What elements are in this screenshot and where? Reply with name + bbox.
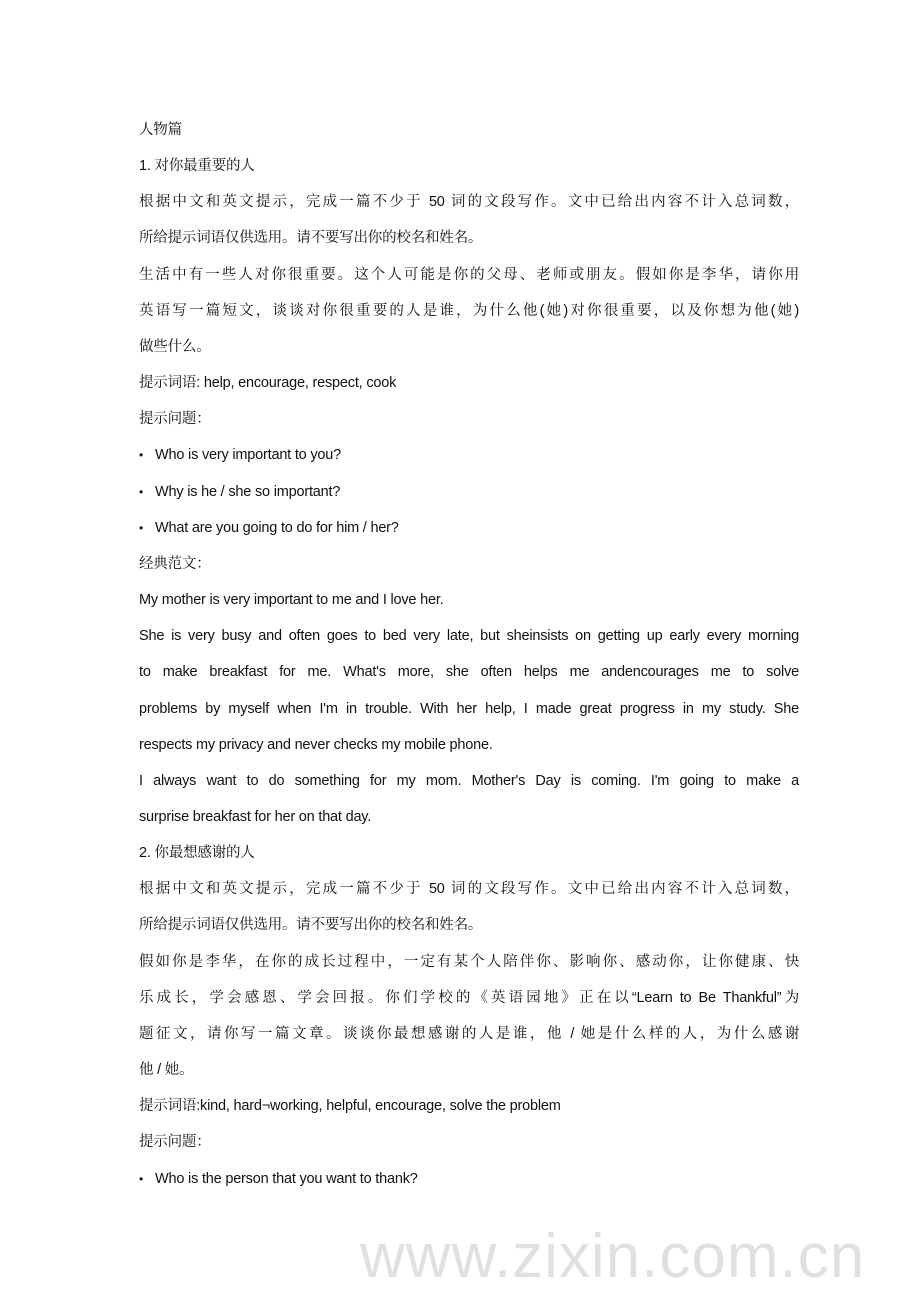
sample-line: My mother is very important to me and I love her. [139,592,444,609]
topic1-prompt-line: 生活中有一些人对你很重要。这个人可能是你的父母、老师或朋友。假如你是李华，请你用 [139,266,799,283]
topic2-hint-questions-label: 提示问题： [139,1134,211,1151]
question-item [139,474,799,510]
topic2-instructions-line: 根据中文和英文提示，完成一篇不少于 50 词的文段写作。文中已给出内容不计入总词数， [139,881,799,898]
watermark: www.zixin.com.cn [360,1221,866,1291]
sample-line: respects my privacy and never checks my mobile phone. [139,736,493,753]
bullet-icon: • [139,1171,144,1186]
question-item [139,437,799,473]
sample-line: I always want to do something for my mom. Mother's Day is coming. I'm going to make a [139,772,799,789]
sample-line: She is very busy and often goes to bed very late, but sheinsists on getting up early every morning [139,628,799,645]
question-text: What are you going to do for him / her? [155,519,399,536]
bullet-icon: • [139,520,144,535]
topic2-prompt-line: 假如你是李华，在你的成长过程中，一定有某个人陪伴你、影响你、感动你，让你健康、快 [139,953,799,970]
question-item [139,1161,799,1197]
topic2-prompt-line: 题征文，请你写一篇文章。谈谈你最想感谢的人是谁，他 / 她是什么样的人，为什么感谢 [139,1025,799,1042]
topic1-instructions-line: 根据中文和英文提示，完成一篇不少于 50 词的文段写作。文中已给出内容不计入总词数， [139,194,799,211]
topic1-hint-words: 提示词语: help, encourage, respect, cook [139,375,397,392]
question-item [139,510,799,546]
topic2-hint-words: 提示词语:kind, hard¬working, helpful, encourage, solve the problem [139,1098,561,1115]
watermark-area [0,1217,920,1307]
topic1-heading: 1. 对你最重要的人 [139,158,255,175]
question-text: Who is very important to you? [155,447,341,464]
bullet-icon: • [139,448,144,463]
topic2-prompt-line: 乐成长，学会感恩、学会回报。你们学校的《英语园地》正在以“Learn to Be Thankful”为 [139,989,799,1006]
bullet-icon: • [139,484,144,499]
sample-line: problems by myself when I'm in trouble. With her help, I made great progress in my study. She [139,700,799,717]
topic2-instructions-line: 所给提示词语仅供选用。请不要写出你的校名和姓名。 [139,917,483,934]
sample-line: surprise breakfast for her on that day. [139,808,372,825]
question-text: Why is he / she so important? [155,483,341,500]
section-title: 人物篇 [139,122,182,138]
document-page [139,0,799,1217]
sample-label: 经典范文： [139,555,211,572]
topic1-instructions-line: 所给提示词语仅供选用。请不要写出你的校名和姓名。 [139,230,483,247]
question-text: Who is the person that you want to thank? [155,1170,418,1187]
sample-line: to make breakfast for me. What's more, she often helps me andencourages me to solve [139,664,799,681]
topic2-prompt-line: 他 / 她。 [139,1062,194,1079]
topic1-hint-questions-label: 提示问题： [139,411,211,428]
topic2-heading: 2. 你最想感谢的人 [139,845,255,862]
topic1-prompt-line: 做些什么。 [139,338,211,355]
topic1-prompt-line: 英语写一篇短文，谈谈对你很重要的人是谁，为什么他(她)对你很重要，以及你想为他(她) [139,302,799,319]
